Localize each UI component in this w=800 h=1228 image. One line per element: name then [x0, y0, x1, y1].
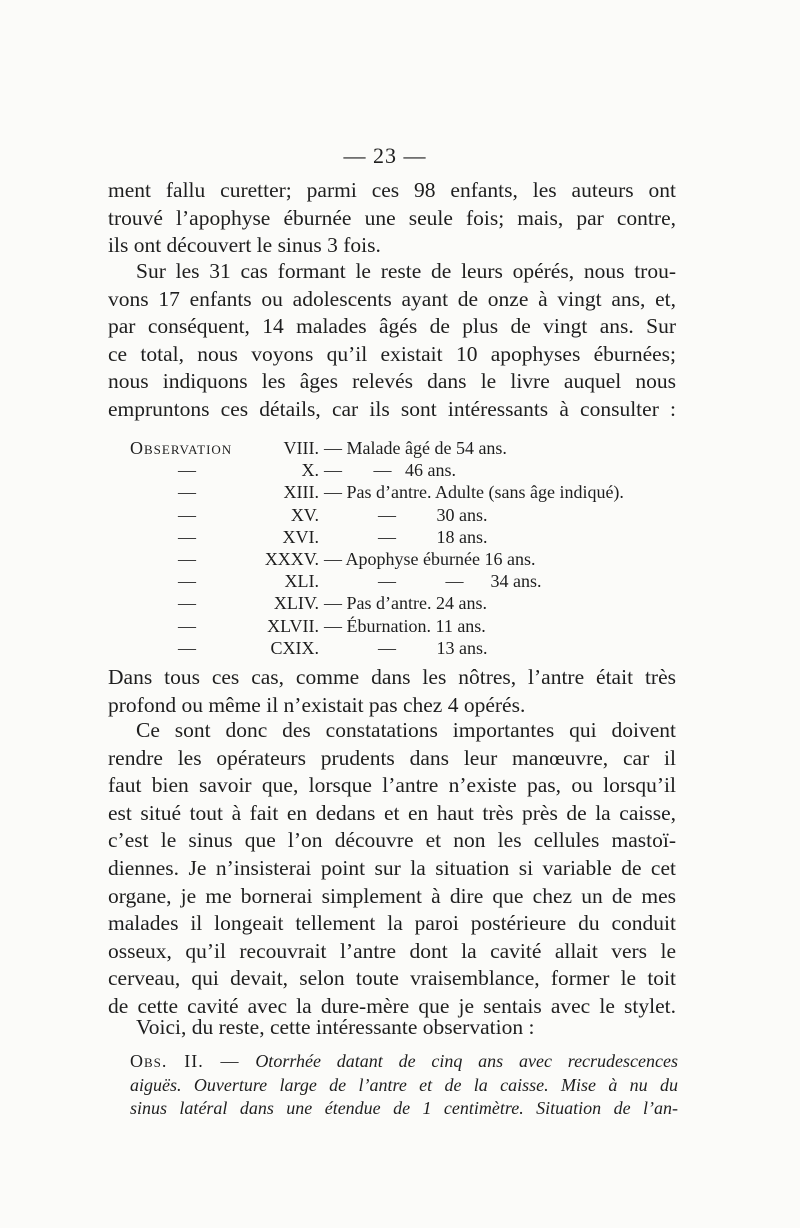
observation-detail: — Apophyse éburnée 16 ans. [324, 548, 536, 569]
text-line: est situé tout à fait en dedans et en haut très près de la caisse, [108, 800, 676, 825]
observation-heading-text: Otorrhée datant de cinq ans avec recrudescences [255, 1051, 679, 1071]
observation-label: — [178, 571, 196, 592]
observation-detail: — 18 ans. [324, 526, 488, 547]
observation-detail: — Éburnation. 11 ans. [324, 615, 486, 636]
observation-row [130, 437, 690, 459]
page-number: — 23 — [343, 143, 427, 168]
observation-row [130, 548, 690, 570]
paragraph-5 [108, 717, 676, 1021]
observation-heading-text: sinus latéral dans une étendue de 1 centimètre. Situation de l’an- [130, 1098, 678, 1118]
observation-label: — [178, 615, 196, 636]
paragraph-4 [108, 664, 676, 719]
text-line: Ce sont donc des constatations importantes qui doivent [136, 718, 676, 742]
observation-row [130, 504, 690, 526]
paragraph-6 [108, 1014, 676, 1042]
text-line: c’est le sinus que l’on découvre et non les cellules mastoï- [108, 828, 676, 853]
observation-number: XLVII. [267, 615, 319, 636]
observation-label: Observation [130, 438, 233, 458]
observations-list [130, 437, 690, 659]
observation-number: XLIV. [273, 593, 319, 614]
text-line: organe, je me bornerai simplement à dire que chez un de mes [108, 883, 676, 908]
text-line: faut bien savoir que, lorsque l’antre n’existe pas, ou lorsqu’il [108, 773, 676, 798]
text-line: empruntons ces détails, car ils sont intéressants à consulter : [108, 396, 676, 421]
observation-label: — [178, 504, 196, 525]
text-line: ils ont découvert le sinus 3 fois. [108, 233, 381, 258]
observation-detail: — — 34 ans. [324, 571, 542, 592]
paragraph-1 [108, 177, 676, 260]
text-line: par conséquent, 14 malades âgés de plus de vingt ans. Sur [108, 314, 676, 339]
observation-row [130, 570, 690, 592]
observation-row [130, 637, 690, 659]
observation-heading-label: Obs. II. — [130, 1051, 240, 1071]
observation-detail: — Malade âgé de 54 ans. [324, 438, 507, 458]
text-line: cerveau, qui devait, selon toute vraisemblance, former le toit [108, 966, 676, 991]
observation-number: XLI. [284, 571, 319, 592]
paragraph-2 [108, 258, 676, 424]
observation-row [130, 481, 690, 503]
observation-number: CXIX. [270, 637, 319, 658]
observation-number: XVI. [282, 526, 319, 547]
text-line: nous indiquons les âges relevés dans le livre auquel nous [108, 369, 676, 394]
observation-number: XIII. [283, 482, 319, 503]
text-line: Sur les 31 cas formant le reste de leurs opérés, nous trou- [136, 259, 676, 283]
observation-label: — [178, 482, 196, 503]
observation-number: XV. [290, 504, 319, 525]
observation-detail: — — 46 ans. [324, 460, 456, 481]
observation-label: — [178, 460, 196, 481]
text-line: Voici, du reste, cette intéressante observation : [136, 1015, 535, 1039]
text-line: rendre les opérateurs prudents dans leur manœuvre, car il [108, 745, 676, 770]
observation-heading-text: aiguës. Ouverture large de l’antre et de la caisse. Mise à nu du [130, 1074, 678, 1095]
observation-number: XXXV. [264, 548, 319, 569]
text-line: osseux, qu’il recouvrait l’antre dont la cavité allait vers le [108, 938, 676, 963]
text-line: ce total, nous voyons qu’il existait 10 apophyses éburnées; [108, 341, 676, 366]
observation-row [130, 615, 690, 637]
text-line: profond ou même il n’existait pas chez 4 opérés. [108, 692, 526, 717]
text-line: Dans tous ces cas, comme dans les nôtres, l’antre était très [108, 665, 676, 689]
observation-detail: — 30 ans. [324, 504, 488, 525]
text-line: vons 17 enfants ou adolescents ayant de onze à vingt ans, et, [108, 286, 676, 311]
observation-row [130, 459, 690, 481]
observation-label: — [178, 637, 196, 658]
text-line: trouvé l’apophyse éburnée une seule fois; mais, par contre, [108, 205, 676, 230]
observation-detail: — 13 ans. [324, 637, 488, 658]
observation-detail: — Pas d’antre. 24 ans. [324, 593, 487, 614]
text-line: de cette cavité avec la dure-mère que je sentais avec le stylet. [108, 993, 676, 1018]
observation-detail: — Pas d’antre. Adulte (sans âge indiqué). [324, 482, 624, 503]
observation-row [130, 592, 690, 614]
observation-heading-paragraph [130, 1050, 678, 1121]
observation-label: — [178, 548, 196, 569]
observation-number: X. [301, 460, 319, 481]
observation-label: — [178, 593, 196, 614]
observation-row [130, 526, 690, 548]
text-line: ment fallu curetter; parmi ces 98 enfants, les auteurs ont [108, 178, 676, 202]
observation-number: VIII. [283, 438, 319, 458]
text-line: malades il longeait tellement la paroi postérieure du conduit [108, 911, 676, 936]
observation-label: — [178, 526, 196, 547]
text-line: diennes. Je n’insisterai point sur la situation si variable de cet [108, 855, 676, 880]
